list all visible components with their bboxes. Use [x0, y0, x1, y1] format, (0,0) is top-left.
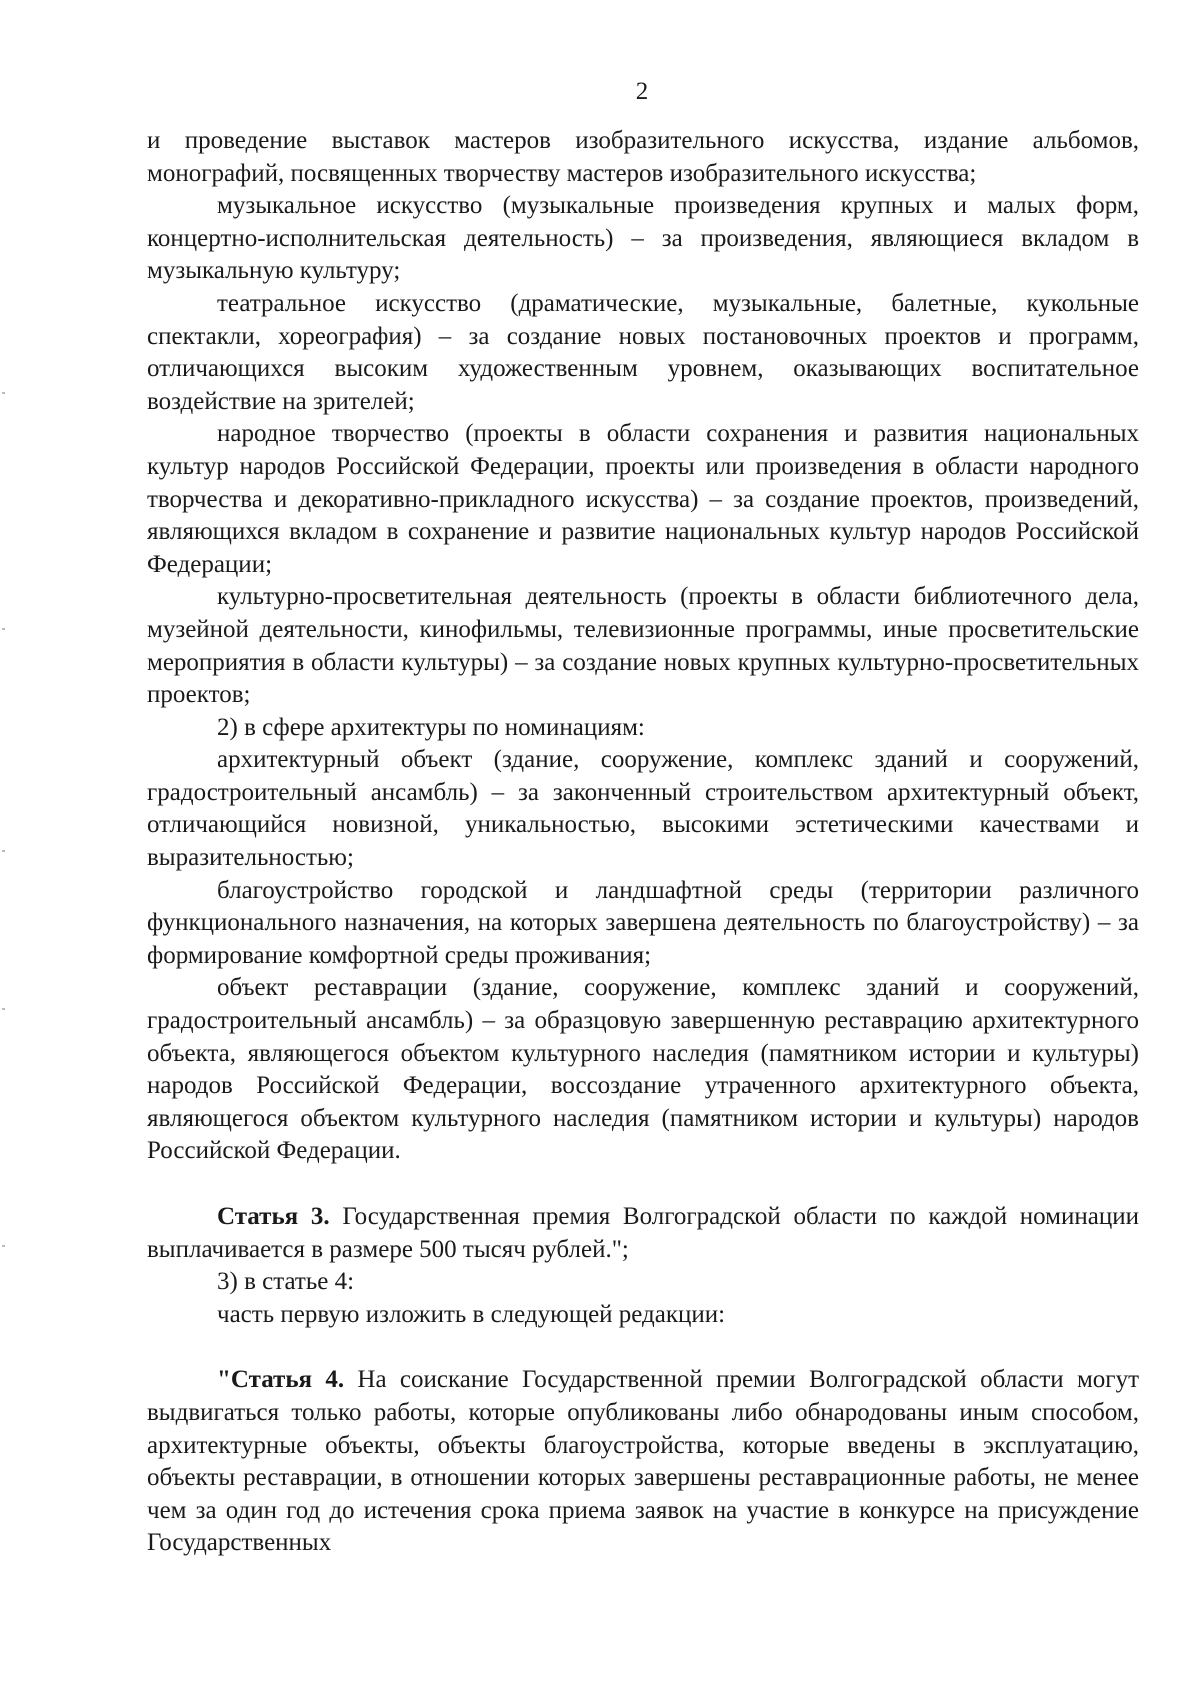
- article-3: [147, 1201, 1139, 1266]
- paragraph-theatre-art: театральное искусство (драматические, музыкальные, балетные, кукольные спектакли, хореография) – за создание новых постановочных проектов и программ, отличающихся высоким художественным уровнем, оказывающих воспитательное воздействие на зрителей;: [147, 289, 1139, 415]
- amendment-instruction: часть первую изложить в следующей редакции:: [217, 1300, 726, 1328]
- paragraph-architecture-heading: 2) в сфере архитектуры по номинациям:: [217, 713, 645, 741]
- paragraph-cultural-education: культурно-просветительная деятельность (проекты в области библиотечного дела, музейной деятельности, кинофильмы, телевизионные программы, иные просветительские мероприятия в области культуры) – за создание новых крупных культурно-просветительных проектов;: [147, 583, 1139, 709]
- article-3-lead: Статья 3.: [217, 1203, 330, 1230]
- paragraph-fine-arts-continuation: и проведение выставок мастеров изобразительного искусства, издание альбомов, монографий, посвященных творчеству мастеров изобразительного искусства;: [147, 127, 1139, 187]
- article-4-text: На соискание Государственной премии Волгоградской области могут выдвигаться только работы, которые опубликованы либо обнародованы иным способом, архитектурные объекты, объекты благоустройства, которые введены в эксплуатацию, объекты реставрации, в отношении которых завершены реставрационные работы, не менее чем за один год до истечения срока приема заявок на участие в конкурсе на присуждение Государственных: [147, 1366, 1139, 1557]
- amendment-item-3: 3) в статье 4:: [217, 1268, 355, 1296]
- paragraph-spacer: [147, 1331, 1139, 1364]
- page-number: 2: [635, 78, 649, 105]
- paragraph-restoration-object: объект реставрации (здание, сооружение, комплекс зданий и сооружений, градостроительный ансамбль) – за образцовую завершенную реставрацию архитектурного объекта, являющегося объектом культурного наследия (памятником истории и культуры) народов Российской Федерации, воссоздание утраченного архитектурного объекта, являющегося объектом культурного наследия (памятником истории и культуры) народов Российской Федерации.: [147, 974, 1139, 1165]
- scan-edge-marks: [0, 0, 8, 1705]
- paragraph-spacer: [147, 1168, 1139, 1201]
- article-4-lead: "Статья 4.: [217, 1366, 345, 1394]
- document-body: [147, 125, 1139, 1560]
- paragraph-architectural-object: архитектурный объект (здание, сооружение, комплекс зданий и сооружений, градостроительный ансамбль) – за законченный строительством архитектурный объект, отличающийся новизной, уникальностью, высокими эстетическими качествами и выразительностью;: [147, 746, 1139, 872]
- article-3-text: Государственная премия Волгоградской области по каждой номинации выплачивается в размере 500 тысяч рублей.";: [147, 1203, 1139, 1263]
- article-4: [147, 1364, 1139, 1560]
- paragraph-music-art: музыкальное искусство (музыкальные произведения крупных и малых форм, концертно-исполнительская деятельность) – за произведения, являющиеся вкладом в музыкальную культуру;: [147, 192, 1139, 285]
- paragraph-folk-art: народное творчество (проекты в области сохранения и развития национальных культур народов Российской Федерации, проекты или произведения в области народного творчества и декоративно-прикладного искусства) – за создание проектов, произведений, являющихся вкладом в сохранение и развитие национальных культур народов Российской Федерации;: [147, 420, 1139, 578]
- paragraph-landscape-improvement: благоустройство городской и ландшафтной среды (территории различного функционального назначения, на которых завершена деятельность по благоустройству) – за формирование комфортной среды проживания;: [147, 876, 1139, 969]
